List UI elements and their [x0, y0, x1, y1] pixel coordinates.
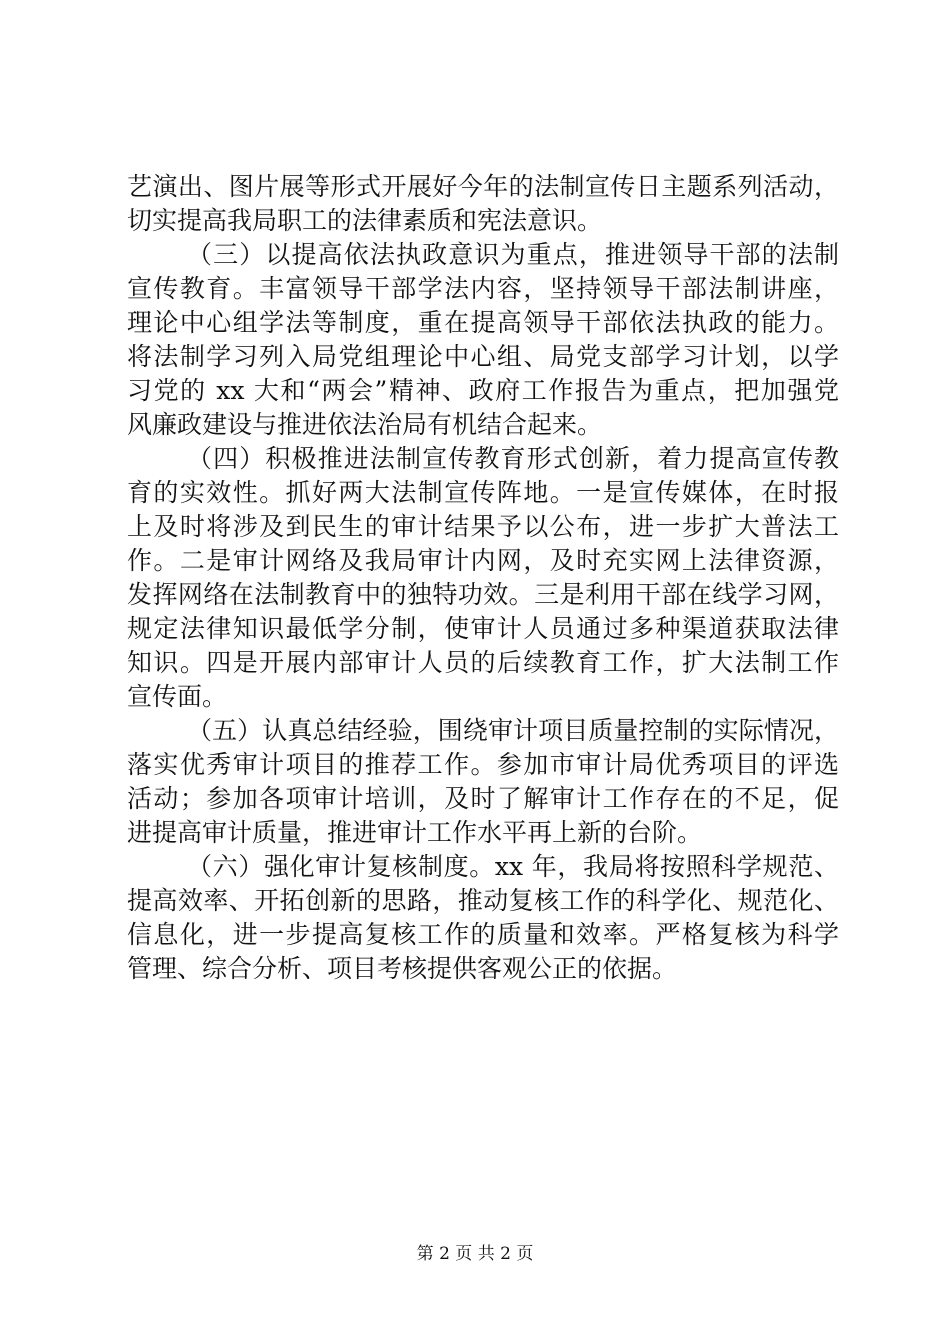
text-line: 落实优秀审计项目的推荐工作。参加市审计局优秀项目的评选 — [127, 750, 839, 779]
text-line: （四）积极推进法制宣传教育形式创新，着力提高宣传教 — [187, 444, 839, 473]
text-line: 育的实效性。抓好两大法制宣传阵地。一是宣传媒体，在时报 — [127, 478, 839, 507]
text-line: 将法制学习列入局党组理论中心组、局党支部学习计划，以学 — [127, 342, 839, 371]
text-line: 规定法律知识最低学分制，使审计人员通过多种渠道获取法律 — [127, 614, 839, 643]
text-line: 管理、综合分析、项目考核提供客观公正的依据。 — [127, 954, 678, 983]
text-line: 信息化，进一步提高复核工作的质量和效率。严格复核为科学 — [127, 920, 839, 949]
page-footer: 第 2 页 共 2 页 — [416, 1244, 534, 1264]
text-line: 发挥网络在法制教育中的独特功效。三是利用干部在线学习网， — [127, 580, 839, 609]
text-line: 宣传面。 — [127, 682, 228, 711]
text-line: （五）认真总结经验，围绕审计项目质量控制的实际情况， — [187, 716, 839, 745]
text-line: 宣传教育。丰富领导干部学法内容，坚持领导干部法制讲座， — [127, 274, 839, 303]
text-line: （六）强化审计复核制度。xx 年，我局将按照科学规范、 — [187, 852, 839, 881]
text-line: 风廉政建设与推进依法治局有机结合起来。 — [127, 410, 603, 439]
text-line: 提高效率、开拓创新的思路，推动复核工作的科学化、规范化、 — [127, 886, 839, 915]
text-line: 知识。四是开展内部审计人员的后续教育工作，扩大法制工作 — [127, 648, 839, 677]
text-line: 进提高审计质量，推进审计工作水平再上新的台阶。 — [127, 818, 703, 847]
text-line: 习党的 xx 大和“两会”精神、政府工作报告为重点，把加强党 — [127, 376, 839, 405]
text-line: 上及时将涉及到民生的审计结果予以公布，进一步扩大普法工 — [127, 512, 839, 541]
text-line: 切实提高我局职工的法律素质和宪法意识。 — [127, 206, 603, 235]
document-body — [127, 170, 839, 986]
text-line: 艺演出、图片展等形式开展好今年的法制宣传日主题系列活动， — [127, 172, 839, 201]
text-line: （三）以提高依法执政意识为重点，推进领导干部的法制 — [187, 240, 839, 269]
text-line: 作。二是审计网络及我局审计内网，及时充实网上法律资源， — [127, 546, 839, 575]
text-line: 活动；参加各项审计培训，及时了解审计工作存在的不足，促 — [127, 784, 839, 813]
text-line: 理论中心组学法等制度，重在提高领导干部依法执政的能力。 — [127, 308, 839, 337]
